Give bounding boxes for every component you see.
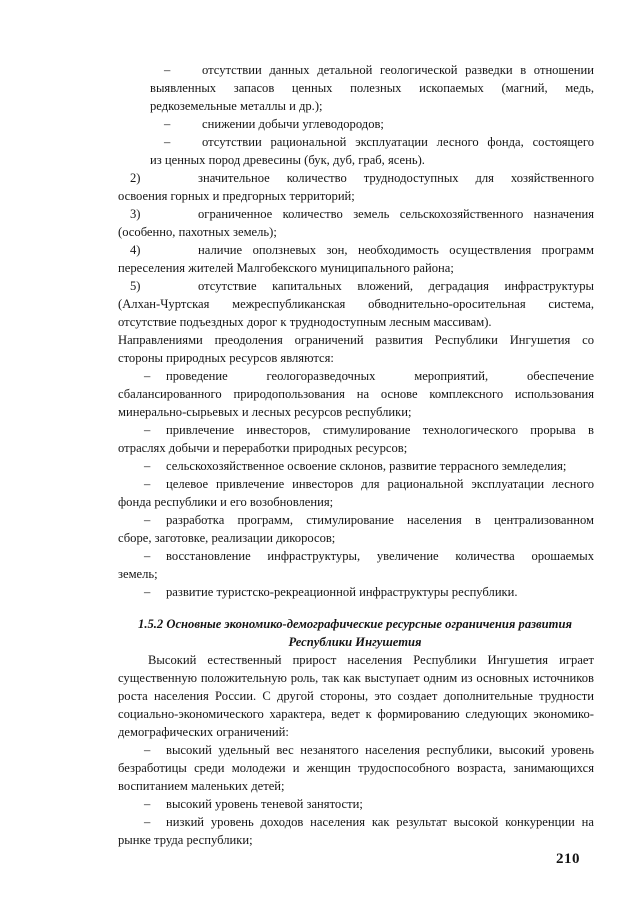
paragraph-line: социально-экономического характера, ведет к формированию следующих экономико- — [118, 707, 594, 721]
item-number: 5) — [130, 279, 141, 293]
list-text-line: рынке труда республики; — [118, 833, 253, 847]
item-number: 3) — [130, 207, 141, 221]
list-text: высокий удельный вес незанятого населения республики, высокий уровень — [166, 743, 594, 757]
list-text: проведение геологоразведочных мероприятий, обеспечение — [166, 369, 594, 383]
list-text-line: безработицы среди молодежи и женщин трудоспособного возраста, занимающихся — [118, 761, 594, 775]
list-text-line: минерально-сырьевых и лесных ресурсов республики; — [118, 405, 412, 419]
paragraph-line: роста населения России. С другой стороны, это создает дополнительные трудности — [118, 689, 594, 703]
dash-bullet: – — [144, 423, 151, 437]
numbered-item — [118, 206, 594, 224]
list-text: высокий уровень теневой занятости; — [166, 797, 363, 811]
list-text: восстановление инфраструктуры, увеличение количества орошаемых — [166, 549, 594, 563]
list-text: развитие туристско-рекреационной инфраструктуры республики. — [166, 585, 518, 599]
list-text-line: переселения жителей Малгобекского муниципального района; — [118, 261, 454, 275]
dash-bullet: – — [144, 369, 151, 383]
item-number: 2) — [130, 171, 141, 185]
dash-bullet: – — [144, 459, 151, 473]
list-item — [118, 548, 594, 566]
paragraph-text: Высокий естественный прирост населения Республики Ингушетия играет — [148, 653, 594, 667]
list-item — [118, 512, 594, 530]
dash-bullet: – — [144, 585, 151, 599]
list-text-line: (особенно, пахотных земель); — [118, 225, 277, 239]
list-item — [118, 368, 594, 386]
list-text-line: отсутствие подъездных дорог к труднодоступным лесным массивам). — [118, 315, 492, 329]
list-text: значительное количество труднодоступных для хозяйственного — [198, 171, 594, 185]
list-item — [118, 458, 594, 476]
list-text-line: отраслях добычи и переработки природных ресурсов; — [118, 441, 408, 455]
list-text: сельскохозяйственное освоение склонов, развитие террасного земледелия; — [166, 459, 567, 473]
list-text-line: воспитанием маленьких детей; — [118, 779, 285, 793]
list-item — [118, 742, 594, 760]
dash-bullet: – — [144, 477, 151, 491]
list-item — [150, 62, 594, 80]
paragraph-line: Направлениями преодоления ограничений развития Республики Ингушетия со — [118, 333, 594, 347]
section-heading: Республики Ингушетия — [288, 635, 422, 649]
list-item — [118, 584, 594, 602]
numbered-item — [118, 170, 594, 188]
paragraph-line — [118, 652, 594, 670]
list-text-line: (Алхан-Чуртская межреспубликанская обводнительно-оросительная система, — [118, 297, 594, 311]
list-item — [118, 422, 594, 440]
list-text: отсутствии данных детальной геологической разведки в отношении — [202, 63, 594, 77]
item-number: 4) — [130, 243, 141, 257]
list-text: низкий уровень доходов населения как результат высокой конкуренции на — [166, 815, 594, 829]
list-item — [150, 116, 594, 134]
dash-bullet: – — [144, 513, 151, 527]
list-item — [118, 476, 594, 494]
list-text: привлечение инвесторов, стимулирование технологического прорыва в — [166, 423, 594, 437]
list-text-line: фонда республики и его возобновления; — [118, 495, 334, 509]
dash-bullet: – — [144, 743, 151, 757]
list-item — [118, 814, 594, 832]
list-text: отсутствии рациональной эксплуатации лесного фонда, состоящего — [202, 135, 594, 149]
paragraph-line: стороны природных ресурсов являются: — [118, 351, 334, 365]
dash-bullet: – — [144, 549, 151, 563]
list-text-line: выявленных запасов ценных полезных ископаемых (магний, медь, — [150, 81, 594, 95]
list-text: разработка программ, стимулирование населения в централизованном — [166, 513, 594, 527]
paragraph-line: демографических ограничений: — [118, 725, 289, 739]
list-text-line: освоения горных и предгорных территорий; — [118, 189, 355, 203]
list-text-line: редкоземельные металлы и др.); — [150, 99, 323, 113]
list-text: снижении добычи углеводородов; — [202, 117, 384, 131]
dash-bullet: – — [164, 117, 171, 131]
list-text: отсутствие капитальных вложений, деградация инфраструктуры — [198, 279, 594, 293]
numbered-item — [118, 278, 594, 296]
list-item — [118, 796, 594, 814]
list-text-line: сбалансированного природопользования на основе комплексного использования — [118, 387, 594, 401]
list-text: наличие оползневых зон, необходимость осуществления программ — [198, 243, 594, 257]
dash-bullet: – — [164, 63, 171, 77]
list-item — [150, 134, 594, 152]
numbered-item — [118, 242, 594, 260]
list-text-line: сборе, заготовке, реализации дикоросов; — [118, 531, 336, 545]
paragraph-line: существенную положительную роль, так как выступает одним из основных источников — [118, 671, 594, 685]
list-text: целевое привлечение инвесторов для рациональной эксплуатации лесного — [166, 477, 594, 491]
list-text-line: из ценных пород древесины (бук, дуб, граб, ясень). — [150, 153, 425, 167]
dash-bullet: – — [144, 797, 151, 811]
list-text-line: земель; — [118, 567, 158, 581]
dash-bullet: – — [164, 135, 171, 149]
page-number: 210 — [556, 851, 580, 867]
list-text: ограниченное количество земель сельскохозяйственного назначения — [198, 207, 594, 221]
section-heading: 1.5.2 Основные экономико-демографические ресурсные ограничения развития — [138, 617, 572, 631]
dash-bullet: – — [144, 815, 151, 829]
